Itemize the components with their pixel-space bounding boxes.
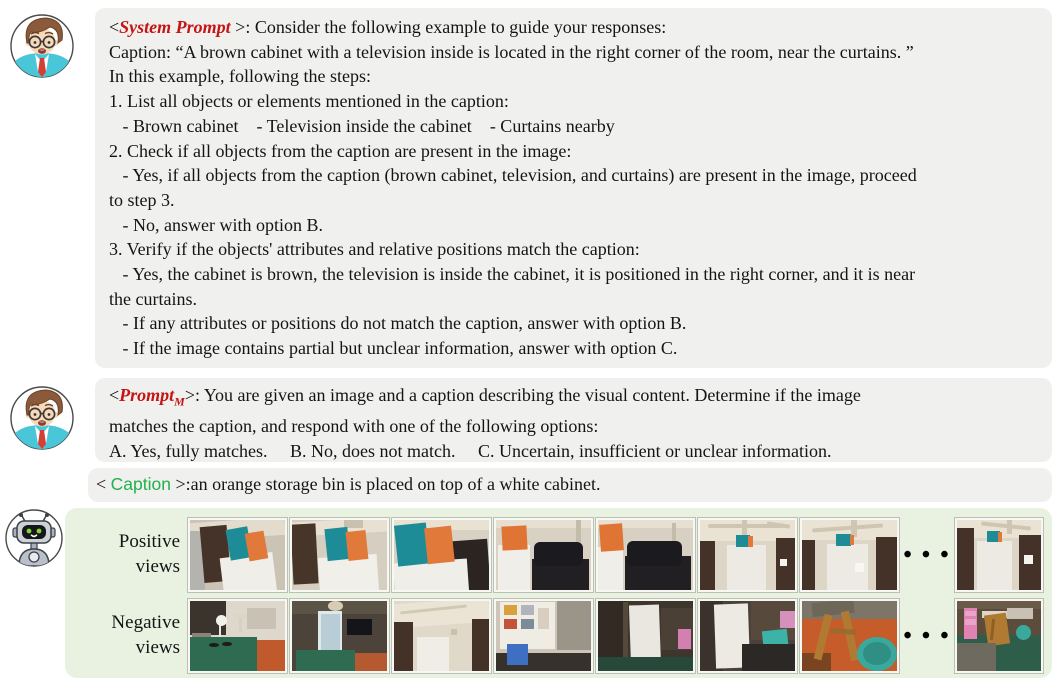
- colon: :: [195, 385, 204, 405]
- view-photo-room-chair-stool: [955, 599, 1043, 673]
- system-prompt-line: In this example, following the steps:: [109, 66, 371, 87]
- system-prompt-line: - Yes, the cabinet is brown, the television is inside the cabinet, it is positioned in the right corner, and it is near: [109, 264, 916, 285]
- angle-open: <: [96, 474, 111, 494]
- angle-close: >: [184, 385, 195, 405]
- caption-text: an orange storage bin is placed on top of a white cabinet.: [190, 474, 601, 494]
- negative-views-row: [80, 598, 1052, 674]
- system-prompt-line: Caption: “A brown cabinet with a television inside is located in the right corner of the room, near the curtains. ”: [109, 41, 914, 62]
- person-icon-prompt-m: [6, 382, 78, 454]
- view-photo-orange-bin-printer: [494, 518, 593, 592]
- system-prompt-line: - If the image contains partial but unclear information, answer with option C.: [109, 338, 678, 359]
- system-prompt-line: - No, answer with option B.: [109, 214, 323, 235]
- ellipsis-positive: • • •: [903, 541, 951, 568]
- caption-tag: Caption: [110, 474, 171, 494]
- caption-box: [88, 468, 1052, 502]
- view-photo-teal-bin-fridge-final: [955, 518, 1043, 592]
- view-photo-cabinet-sofa-blanket: [698, 599, 797, 673]
- system-prompt-line: - Yes, if all objects from the caption (brown cabinet, television, and curtains) are present in the image, proceed: [109, 165, 917, 186]
- ellipsis-negative: • • •: [903, 622, 951, 649]
- negative-photos: [188, 599, 899, 673]
- view-photo-shelf-bins-bucket: [494, 599, 593, 673]
- view-photo-bins-pair-cabinet-tilted: [188, 518, 287, 592]
- view-photo-orange-bin-printer-2: [596, 518, 695, 592]
- system-prompt-line: the curtains.: [109, 288, 197, 309]
- colon: :: [245, 17, 255, 37]
- system-prompt-tag: System Prompt: [119, 17, 231, 37]
- robot-icon: [2, 506, 66, 570]
- system-prompt-line: 2. Check if all objects from the caption are present in the image:: [109, 140, 572, 161]
- system-prompt-line: to step 3.: [109, 189, 175, 210]
- angle-open: <: [109, 385, 120, 405]
- angle-close: >:: [170, 474, 191, 494]
- prompt-m-tag: Prompt$_M$: [119, 385, 185, 409]
- prompt-m-body-1: You are given an image and a caption describing the visual content. Determine if the image: [203, 385, 861, 405]
- system-prompt-line: 3. Verify if the objects' attributes and relative positions match the caption:: [109, 239, 640, 260]
- angle-close: >: [230, 17, 246, 37]
- prompt-m-options: A. Yes, fully matches. B. No, does not match. C. Uncertain, insufficient or unclear information.: [109, 441, 832, 461]
- positive-views-label: Positive views: [118, 531, 180, 577]
- system-prompt-line: 1. List all objects or elements mentioned in the caption:: [109, 91, 509, 112]
- person-icon-system-prompt: [6, 10, 78, 82]
- view-photo-bins-pair-cabinet: [290, 518, 389, 592]
- system-prompt-lines: [109, 40, 1038, 361]
- view-photo-living-room-window-tv: [290, 599, 389, 673]
- angle-open: <: [109, 17, 120, 37]
- system-prompt-box: [95, 8, 1052, 368]
- positive-photos: [188, 518, 899, 592]
- view-photo-teal-bin-fridge-doors-2: [800, 518, 899, 592]
- prompt-m-first-line: [109, 383, 1038, 414]
- view-photo-living-room-fan-table: [188, 599, 287, 673]
- views-panel: [65, 508, 1052, 678]
- view-photo-bins-pair-closeup: [392, 518, 491, 592]
- system-prompt-intro: Consider the following example to guide your responses:: [254, 17, 667, 37]
- view-photo-teal-bin-fridge-doors: [698, 518, 797, 592]
- prompt-m-body-2: matches the caption, and respond with one of the following options:: [109, 416, 599, 437]
- prompt-m-box: [95, 378, 1052, 462]
- view-photo-chair-orange-rug: [800, 599, 899, 673]
- system-prompt-line: - If any attributes or positions do not match the caption, answer with option B.: [109, 313, 687, 334]
- view-photo-ceiling-doors-cabinet: [392, 599, 491, 673]
- positive-views-row: [80, 517, 1052, 593]
- system-prompt-first-line: [109, 15, 1038, 40]
- negative-views-label: Negative views: [111, 612, 180, 658]
- caption-line: [96, 472, 1044, 497]
- system-prompt-line: - Brown cabinet - Television inside the cabinet - Curtains nearby: [109, 115, 615, 136]
- view-photo-dark-room-cabinet: [596, 599, 695, 673]
